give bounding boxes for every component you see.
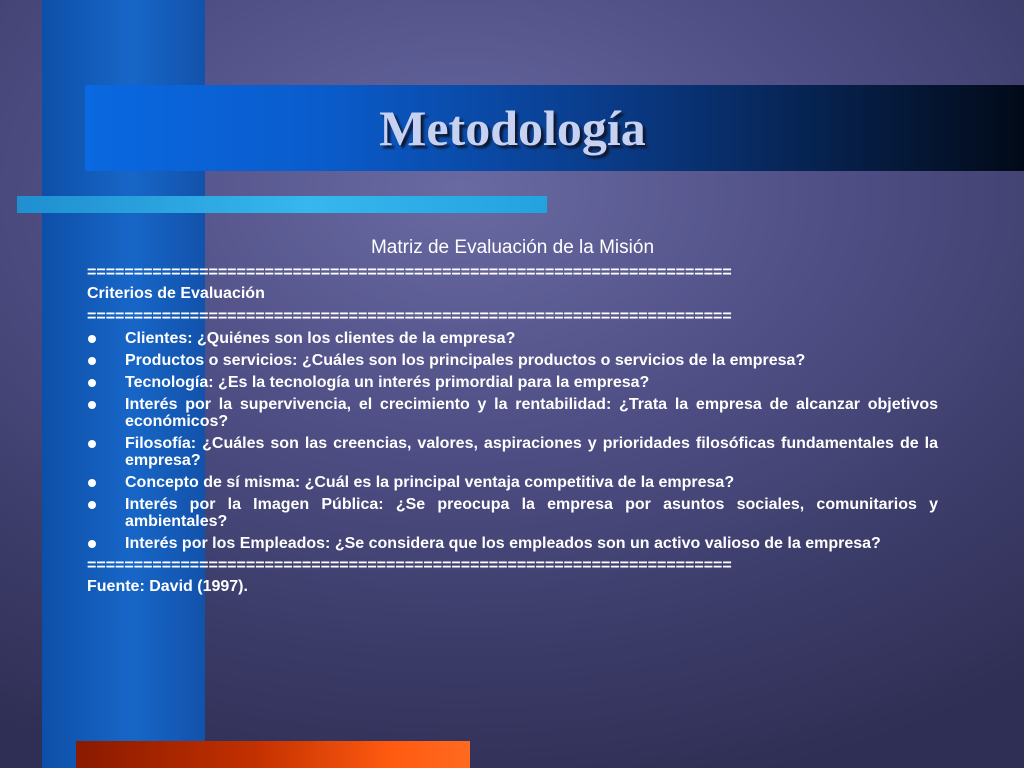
list-item [87,435,938,469]
bullet-icon [88,379,96,387]
list-item-text: Interés por la supervivencia, el crecimiento y la rentabilidad: ¿Trata la empresa de alcanzar objetivos económicos? [125,396,938,430]
list-item-text: Productos o servicios: ¿Cuáles son los principales productos o servicios de la empresa? [125,352,806,369]
list-item-text: Interés por los Empleados: ¿Se considera que los empleados son un activo valioso de la empresa? [125,535,881,552]
list-item-text: Tecnología: ¿Es la tecnología un interés primordial para la empresa? [125,374,650,391]
list-item [87,496,938,530]
bullet-icon [88,357,96,365]
list-item [87,352,938,369]
bullet-icon [88,540,96,548]
separator-line: ===================================================================== [87,264,732,281]
list-item [87,374,938,391]
bullet-icon [88,401,96,409]
list-item-text: Concepto de sí misma: ¿Cuál es la principal ventaja competitiva de la empresa? [125,474,735,491]
bullet-icon [88,479,96,487]
list-item [87,474,938,491]
red-accent-strip [76,741,470,768]
source-citation: Fuente: David (1997). [87,578,248,595]
list-item [87,535,938,552]
separator-line: ===================================================================== [87,308,732,325]
bullet-icon [88,501,96,509]
list-item-text: Filosofía: ¿Cuáles son las creencias, valores, aspiraciones y prioridades filosóficas fundamentales de la empresa? [125,435,938,469]
bullet-icon [88,335,96,343]
bullet-icon [88,440,96,448]
slide-title: Metodología [379,100,646,156]
criteria-label: Criterios de Evaluación [87,285,265,302]
list-item-text: Clientes: ¿Quiénes son los clientes de la empresa? [125,330,516,347]
criteria-list [87,330,938,552]
list-item [87,330,938,347]
separator-line: ===================================================================== [87,557,732,574]
list-item [87,396,938,430]
slide-content [87,236,938,597]
content-heading: Matriz de Evaluación de la Misión [370,237,655,258]
list-item-text: Interés por la Imagen Pública: ¿Se preocupa la empresa por asuntos sociales, comunitarios y ambientales? [125,496,938,530]
cyan-accent-strip [17,196,547,213]
